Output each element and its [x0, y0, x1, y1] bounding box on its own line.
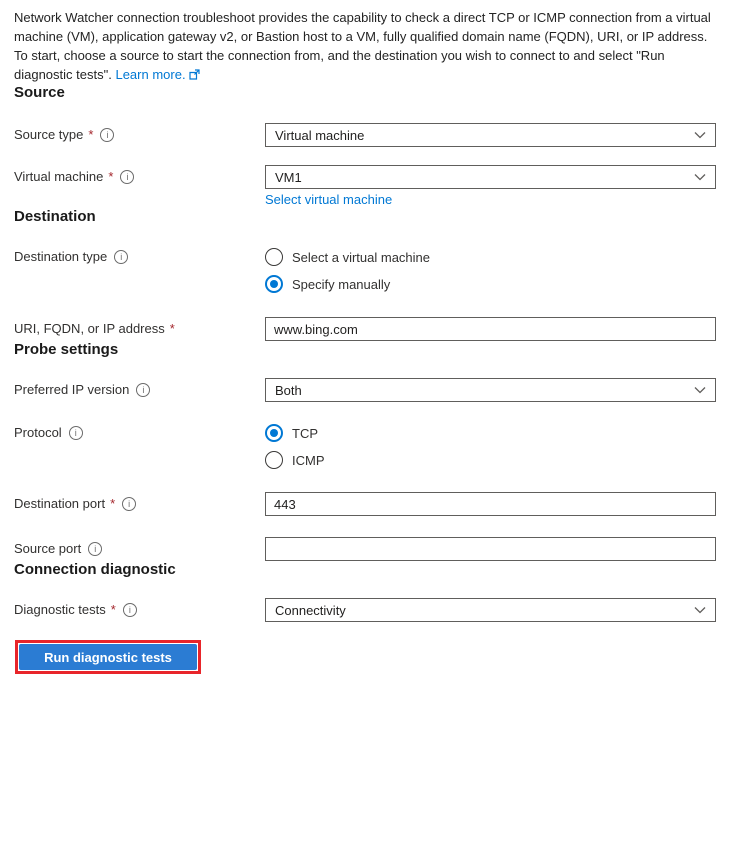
- required-asterisk: *: [110, 496, 116, 511]
- chevron-down-icon: [694, 606, 706, 614]
- destination-port-input[interactable]: [265, 492, 716, 516]
- radio-circle-icon: [265, 424, 283, 442]
- chevron-down-icon: [694, 386, 706, 394]
- protocol-label: Protocol i: [14, 424, 265, 442]
- destination-heading: Destination: [14, 208, 96, 225]
- info-icon[interactable]: i: [88, 542, 102, 556]
- radio-select-a-virtual-machine[interactable]: [265, 248, 716, 266]
- info-icon[interactable]: i: [123, 603, 137, 617]
- radio-label: TCP: [292, 425, 318, 441]
- radio-specify-manually[interactable]: [265, 275, 716, 293]
- required-asterisk: *: [110, 602, 116, 617]
- chevron-down-icon: [694, 173, 706, 181]
- info-icon[interactable]: i: [136, 383, 150, 397]
- virtual-machine-dropdown[interactable]: [265, 165, 716, 189]
- address-label: URI, FQDN, or IP address *: [14, 321, 175, 336]
- run-diagnostic-tests-button[interactable]: Run diagnostic tests: [19, 644, 197, 670]
- radio-circle-icon: [265, 275, 283, 293]
- destination-type-row: [14, 248, 716, 293]
- source-port-row: [14, 537, 716, 561]
- annotation-highlight: [19, 644, 197, 670]
- address-row: [14, 317, 716, 341]
- radio-tcp[interactable]: [265, 424, 716, 442]
- diagnostic-tests-label: Diagnostic tests * i: [14, 601, 265, 619]
- learn-more-link[interactable]: Learn more.: [115, 67, 186, 82]
- select-virtual-machine-link[interactable]: Select virtual machine: [265, 192, 393, 207]
- virtual-machine-row: [14, 165, 716, 189]
- destination-port-label: Destination port * i: [14, 495, 265, 513]
- diagnostic-tests-dropdown[interactable]: [265, 598, 716, 622]
- radio-label: Select a virtual machine: [292, 249, 431, 265]
- info-icon[interactable]: i: [122, 497, 136, 511]
- destination-type-label: Destination type i: [14, 248, 265, 266]
- info-icon[interactable]: i: [69, 426, 83, 440]
- probe-settings-heading: Probe settings: [14, 341, 119, 358]
- source-port-label: Source port i: [14, 540, 265, 558]
- info-icon[interactable]: i: [120, 170, 134, 184]
- destination-port-row: [14, 492, 716, 516]
- radio-label: Specify manually: [292, 276, 391, 292]
- required-asterisk: *: [169, 321, 175, 336]
- source-heading: Source: [14, 84, 65, 101]
- info-icon[interactable]: i: [100, 128, 114, 142]
- intro-text: Network Watcher connection troubleshoot provides the capability to check a direct TCP or ICMP connection from a virtual machine (VM), application gateway v2, or Bastion host to a VM, fully qualified domain name (FQDN), URI, or IP address. To start, choose a source to start the connection from, and the destination you wish to connect to and select "Run diagnostic tests".: [14, 10, 711, 82]
- select-virtual-machine-row: [265, 192, 716, 208]
- diagnostic-tests-value: Connectivity: [275, 602, 346, 618]
- info-icon[interactable]: i: [114, 250, 128, 264]
- ip-version-row: [14, 378, 716, 402]
- source-type-label: Source type * i: [14, 126, 265, 144]
- radio-circle-icon: [265, 248, 283, 266]
- chevron-down-icon: [694, 131, 706, 139]
- destination-type-radio-group: [265, 248, 716, 293]
- source-type-row: [14, 123, 716, 147]
- protocol-radio-group: [265, 424, 716, 469]
- required-asterisk: *: [88, 127, 94, 142]
- ip-version-dropdown[interactable]: [265, 378, 716, 402]
- intro-paragraph: [14, 8, 716, 84]
- radio-label: ICMP: [292, 452, 325, 468]
- external-link-icon[interactable]: [189, 69, 200, 80]
- address-input[interactable]: [265, 317, 716, 341]
- diagnostic-tests-row: [14, 598, 716, 622]
- protocol-row: [14, 424, 716, 469]
- radio-circle-icon: [265, 451, 283, 469]
- virtual-machine-value: VM1: [275, 169, 302, 185]
- ip-version-value: Both: [275, 382, 302, 398]
- radio-icmp[interactable]: [265, 451, 716, 469]
- virtual-machine-label: Virtual machine * i: [14, 168, 265, 186]
- ip-version-label: Preferred IP version i: [14, 381, 265, 399]
- connection-diagnostic-heading: Connection diagnostic: [14, 561, 176, 578]
- source-type-value: Virtual machine: [275, 127, 365, 143]
- required-asterisk: *: [108, 169, 114, 184]
- source-port-input[interactable]: [265, 537, 716, 561]
- source-type-dropdown[interactable]: [265, 123, 716, 147]
